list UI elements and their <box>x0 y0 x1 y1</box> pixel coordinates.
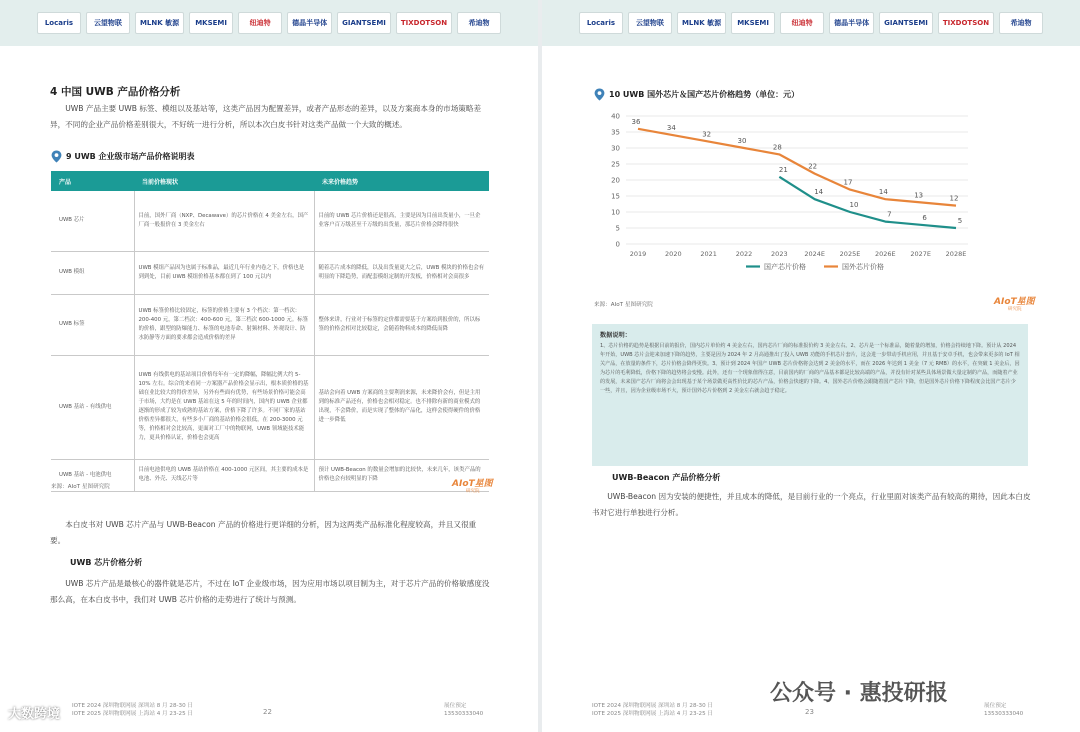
watermark-wechat: 公众号 · 惠投研报 <box>770 681 948 706</box>
aiot-brand-logo: AIoT星图 <box>452 479 493 489</box>
page-number: 23 <box>805 708 814 716</box>
table-source: 来源：AIoT 星图研究院 <box>51 484 110 490</box>
x-tick-label: 2026E <box>875 250 896 258</box>
series-line <box>638 129 956 206</box>
data-label: 36 <box>631 117 641 126</box>
sponsor-logo-bar <box>0 0 538 46</box>
price-table <box>51 171 489 492</box>
x-tick-label: 2021 <box>700 250 717 258</box>
contact-phone: 13530333040 <box>984 711 1024 717</box>
sponsor-logo: MKSEMI <box>189 12 233 34</box>
data-label: 5 <box>957 217 963 225</box>
location-pin-icon <box>51 150 62 163</box>
cell-current: UWB 有线供电的基站项目价格每年有一定的降幅，降幅比例大约 5-10% 左右。综合的来看同一方案器产品价格会显示出，根本质价格的基础在业比较大的得价差异，另外有些面有优势，有些场景价格可能会高于市场，大约是在 UWB 基站在这 5 年的时间内，国内的 UWB 企业都逐渐的形成了较为成熟的基站方案，价格下降了许多。不同厂家的基站价格差异都很大，有些多小厂商的基站价格会很低，在 200-3000 元等，价格相对会比较高，更面对工厂中的物联网，UWB 领域能技术能力，更具价格认证，价格也会更高 <box>134 355 314 459</box>
cell-product: UWB 基站 - 电池供电 <box>51 459 134 491</box>
data-label: 6 <box>922 213 927 222</box>
table-row <box>51 355 489 459</box>
table-title <box>51 150 195 163</box>
contact-label: 展位预定 <box>984 703 1007 709</box>
cell-current: UWB 标签价格比较固定，标签的价格主要有 3 个档次：第一档次：200-400 元，第二档次：400-600 元，第三档次 600-1000 元。标签的价格，跟型的防爆能力、标签的电池寿命、射频材料、外观设计、防水防静等方面的要求都会造成价格的差异 <box>134 294 314 355</box>
x-tick-label: 2028E <box>945 250 967 258</box>
data-label: 32 <box>702 130 712 139</box>
y-tick-label: 30 <box>611 144 620 153</box>
y-tick-label: 0 <box>615 240 620 249</box>
section-title: 4 中国 UWB 产品价格分析 <box>50 86 181 98</box>
sponsor-logo: 云望物联 <box>628 12 672 34</box>
table-row <box>51 191 489 251</box>
cell-product: UWB 芯片 <box>51 191 134 251</box>
x-tick-label: 2024E <box>804 250 825 258</box>
x-tick-label: 2025E <box>839 250 861 258</box>
y-tick-label: 40 <box>611 112 620 121</box>
x-tick-label: 2023 <box>771 250 788 258</box>
footer-events <box>72 702 193 718</box>
data-label: 14 <box>814 188 824 197</box>
footer-events <box>592 702 713 718</box>
data-label: 14 <box>878 188 888 197</box>
y-tick-label: 5 <box>615 224 620 233</box>
data-label: 17 <box>843 178 853 187</box>
footer-event-1: IOTE 2024 深圳物联网展 深圳站 8 月 28-30 日 <box>72 703 194 709</box>
x-tick-label: 2027E <box>910 250 931 258</box>
paragraph-chip-price: UWB 芯片产品是最核心的器件就是芯片，不过在 IoT 企业级市场，因为应用市场以项目制为主，对于芯片产品的价格敏感度没那么高，在本白皮书中，我们对 UWB 芯片价格的走势进行了统计与预测。 <box>50 579 490 604</box>
x-tick-label: 2022 <box>735 250 753 258</box>
sponsor-logo-bar <box>542 0 1080 46</box>
sponsor-logo: 希迪物 <box>999 12 1043 34</box>
sponsor-logo: MLNK 敏源 <box>677 12 726 34</box>
y-tick-label: 25 <box>611 160 620 169</box>
header-product: 产品 <box>51 171 134 191</box>
cell-product: UWB 模组 <box>51 251 134 294</box>
sponsor-logo: TIXDOTSON <box>938 12 994 34</box>
y-tick-label: 15 <box>611 192 620 201</box>
paragraph-price-analysis: 本白皮书对 UWB 芯片产品与 UWB-Beacon 产品的价格进行更详细的分析，因为这两类产品标准化程度较高，并且又很重要。 <box>50 520 477 545</box>
note-title: 数据说明： <box>600 332 631 339</box>
watermark-text: 大数跨境 <box>8 707 61 722</box>
price-trend-chart <box>596 106 976 281</box>
data-label: 34 <box>666 124 676 133</box>
sponsor-logo: 德晶半导体 <box>829 12 874 34</box>
page-23 <box>542 0 1080 732</box>
footer-event-2: IOTE 2025 深圳物联网展 上海站 4 月 23-25 日 <box>72 711 194 717</box>
y-tick-label: 10 <box>611 208 620 217</box>
data-label: 12 <box>949 194 959 203</box>
data-label: 21 <box>778 165 788 174</box>
data-label: 22 <box>808 162 818 171</box>
data-label: 7 <box>887 210 892 219</box>
footer-event-2: IOTE 2025 深圳物联网展 上海站 4 月 23-25 日 <box>592 711 714 717</box>
chart-title <box>594 88 799 101</box>
cell-current: 目前，国外厂商（NXP、Decawave）的芯片价格在 4 美金左右，国产厂商一般报价在 3 美金左右 <box>134 191 314 251</box>
sponsor-logo: 希迪物 <box>457 12 501 34</box>
data-label: 13 <box>914 191 924 200</box>
data-label: 10 <box>849 201 859 209</box>
location-pin-icon <box>594 88 605 101</box>
data-label: 28 <box>772 143 782 152</box>
sponsor-logo: MKSEMI <box>731 12 775 34</box>
line-chart-svg <box>596 106 976 281</box>
sponsor-logo: 德晶半导体 <box>287 12 332 34</box>
chip-price-subhead: UWB 芯片价格分析 <box>70 558 143 567</box>
cell-current: 目前电池供电的 UWB 基站价格在 400-1000 元区间，其主要的成本是电池、外壳、天线芯片等 <box>134 459 314 491</box>
cell-future: 目前的 UWB 芯片价格还是很高，主要是因为目前出货量小，一旦企业客户百万级甚至千万级的出货量，那芯片价格会降得很快 <box>314 191 489 251</box>
legend-label: 国外芯片价格 <box>842 263 884 271</box>
sponsor-logo: 云望物联 <box>86 12 130 34</box>
legend-label: 国产芯片价格 <box>764 263 806 271</box>
table-title-text: 9 UWB 企业级市场产品价格说明表 <box>66 152 195 161</box>
cell-product: UWB 基站 - 有线供电 <box>51 355 134 459</box>
sponsor-logo: Locaris <box>37 12 81 34</box>
sponsor-logo: MLNK 敏源 <box>135 12 184 34</box>
table-row <box>51 294 489 355</box>
sponsor-logo: GIANTSEMI <box>337 12 391 34</box>
paragraph-beacon: UWB-Beacon 因为安装的便捷性，并且成本的降低，是目前行业的一个亮点，行业里面对该类产品有较高的期待，因此本白皮书对它进行单独进行分析。 <box>592 492 1031 517</box>
note-text: 1、芯片价格的趋势是根据目前的报价，国内芯片单价约 4 美金左右，国内芯片厂商的标准报价约 3 美金左右。2、芯片是一个标准品，随着量的增加，价格会持续地下降。预计从 2024 年开始，UWB 芯片会迎来加速下降的趋势，主要是因为 2024 年 2 月高通推出了投入 UWB 功能的手机芯片套片，这会进一步带动手机应用，并且基于安卓手机，也会带来更多的 IoT 相关产品，在放量的条件下，芯片价格会降得更快。3、预计到 2024 年国产 UWB 芯片价格将会达到 2 美金的水平，而在 2026 年达到 1 美金（7 元 RMB）的水平，在突破 1 美金后，因为芯片的毛利降低，价格下降的趋势将会变慢。此外，还有一个现象值得注意，目前国内的厂商的产品基本都是比较高端的产品，并没有针对某些具体场景做大量定制的产品，而随着产业的发展，未来国产芯片厂商将会会出现基于某个场景做更高性价比的芯片产品，价格会快速的下降。4、国外芯片价格会跟随着国产芯片下降，但是国外芯片价格下降程度会比国产芯片少一些，并且，因为企业级市场不大，预计国外芯片价格到 2 美金左右就会趋于稳定。 <box>600 343 1020 394</box>
y-tick-label: 35 <box>611 128 620 137</box>
footer-event-1: IOTE 2024 深圳物联网展 深圳站 8 月 28-30 日 <box>592 703 714 709</box>
x-tick-label: 2020 <box>665 250 682 258</box>
sponsor-logo: GIANTSEMI <box>879 12 933 34</box>
footer-contact <box>984 702 1023 718</box>
contact-label: 展位预定 <box>444 703 467 709</box>
sponsor-logo: 纽迪特 <box>238 12 282 34</box>
table-row <box>51 251 489 294</box>
cell-future: 整体来讲，行业对于标签的定价都需要基于方案给到报价的，所以标签的价格会相对比较稳定，会随着物料成本的降低而降 <box>314 294 489 355</box>
page-number: 22 <box>263 708 272 716</box>
table-header-row <box>51 171 489 191</box>
aiot-brand-sub: 研究院 <box>466 489 480 494</box>
cell-future: 预计 UWB-Beacon 的数量会增加的比较快，未来几年，该类产品的价格也会有较明显的下降 <box>314 459 489 491</box>
sponsor-logo: Locaris <box>579 12 623 34</box>
intro-paragraph: UWB 产品主要 UWB 标签、模组以及基站等，这类产品因为配置差异，或者产品形态的差异，以及方案商本身的市场策略差异，不同的企业产品价格差别很大，不好统一进行分析，所以本次白皮书针对这类产品做一个大致的概述。 <box>50 104 482 129</box>
page-22 <box>0 0 538 732</box>
cell-current: UWB 模组产品因为也属于标准品，最近几年行业内卷之下，价格也是到到处，目前 UWB 模组价格基本都在到了 100 元以内 <box>134 251 314 294</box>
chart-title-text: 10 UWB 国外芯片＆国产芯片价格趋势（单位：元） <box>609 90 800 99</box>
header-future: 未来价格趋势 <box>314 171 489 191</box>
beacon-price-subhead: UWB-Beacon 产品价格分析 <box>612 473 721 482</box>
contact-phone: 13530333040 <box>444 711 484 717</box>
footer-contact <box>444 702 483 718</box>
sponsor-logo: 纽迪特 <box>780 12 824 34</box>
header-current: 当前价格现状 <box>134 171 314 191</box>
y-tick-label: 20 <box>611 176 620 185</box>
aiot-brand-sub: 研究院 <box>1008 307 1022 312</box>
table-row <box>51 459 489 491</box>
cell-future: 随着芯片成本的降低，以及出货量更大之后，UWB 模块的价格也会有明显的下降趋势，而配套模组定制的开发板，价格相对会高很多 <box>314 251 489 294</box>
chart-source: 来源：AIoT 星图研究院 <box>594 302 653 308</box>
sponsor-logo: TIXDOTSON <box>396 12 452 34</box>
cell-product: UWB 标签 <box>51 294 134 355</box>
cell-future: 基站会向着 UWB 方案商的主要利润来源，未来降价会有，但是主用到的标准产品还有，价格也会相对稳定。也不排除有新的商业模式的出现，不会降价，而是实现了整体的产品化，这样会使得硬件的价格进一步降低 <box>314 355 489 459</box>
x-tick-label: 2019 <box>629 250 647 258</box>
data-label: 30 <box>737 137 747 145</box>
aiot-brand-logo: AIoT星图 <box>994 297 1035 307</box>
data-note-box <box>592 324 1028 466</box>
